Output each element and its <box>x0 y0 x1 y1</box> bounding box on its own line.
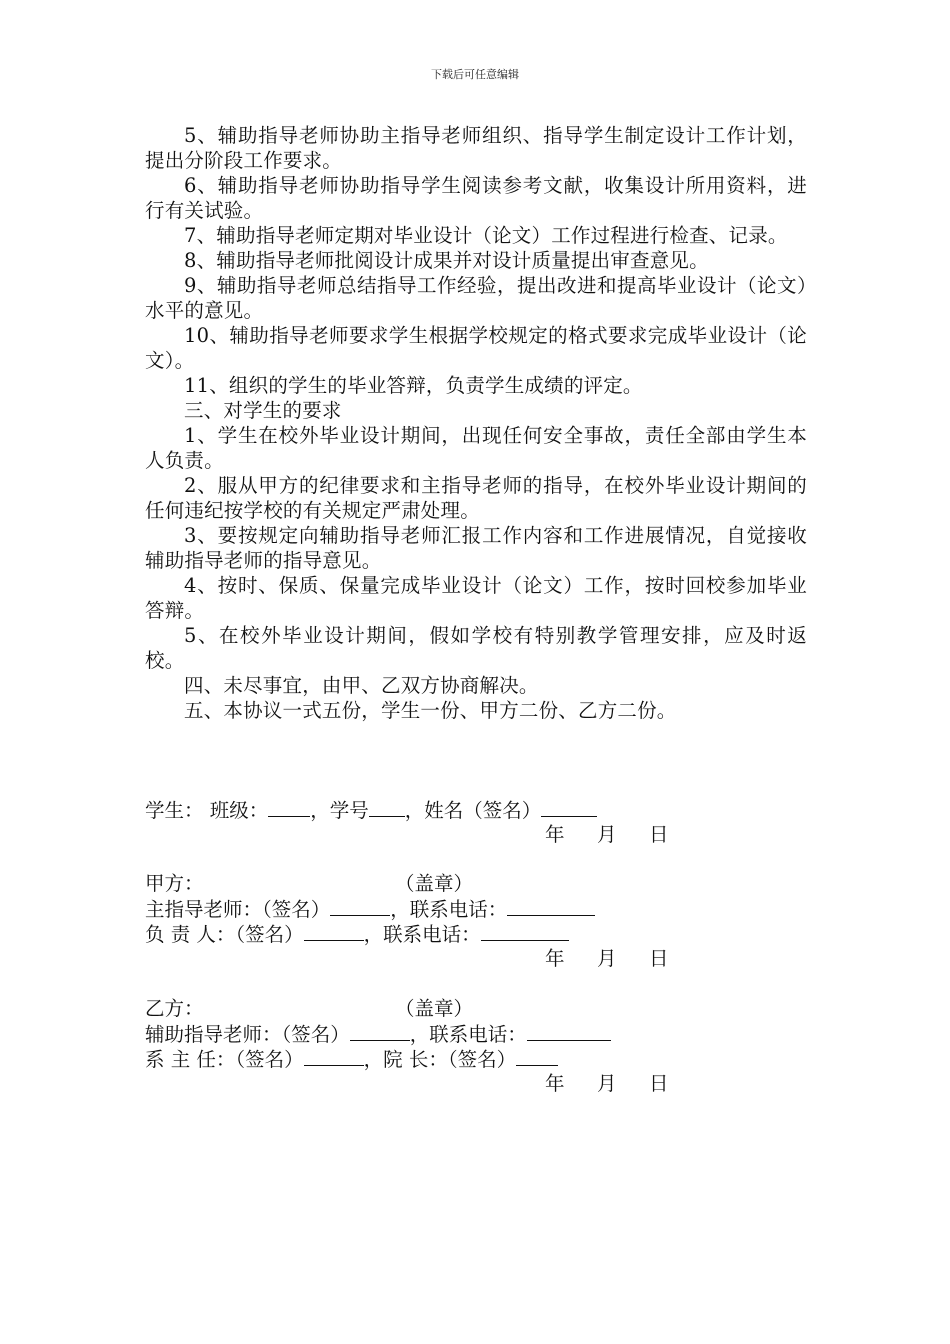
party-a-line <box>145 871 807 896</box>
class-label: 班级： <box>209 799 269 822</box>
advisor-signature-blank[interactable] <box>330 896 390 916</box>
document-body <box>145 123 807 723</box>
paragraph: 4、按时、保质、保量完成毕业设计（论文）工作，按时回校参加毕业答辩。 <box>145 574 807 622</box>
student-name-blank[interactable] <box>541 797 597 817</box>
section-heading: 四、未尽事宜，由甲、乙双方协商解决。 <box>184 674 539 697</box>
party-a-head-line <box>145 921 807 946</box>
assist-signature-blank[interactable] <box>350 1021 410 1041</box>
head-phone-label: ，联系电话： <box>363 923 481 946</box>
party-a-date-line <box>145 946 807 971</box>
party-b-label: 乙方： <box>145 997 204 1020</box>
paragraph: 3、要按规定向辅助指导老师汇报工作内容和工作进展情况，自觉接收辅助指导老师的指导意见。 <box>145 524 807 572</box>
paragraph: 10、辅助指导老师要求学生根据学校规定的格式要求完成毕业设计（论文）。 <box>145 324 807 372</box>
paragraph: 5、辅助指导老师协助主指导老师组织、指导学生制定设计工作计划，提出分阶段工作要求。 <box>145 124 807 172</box>
section-heading: 五、本协议一式五份，学生一份、甲方二份、乙方二份。 <box>184 699 677 722</box>
party-b-signature-block <box>145 996 807 1096</box>
assist-phone-label: ，联系电话： <box>409 1023 527 1046</box>
student-signature-block <box>145 797 807 847</box>
head-signature-blank[interactable] <box>304 921 364 941</box>
month-label: 月 <box>597 1072 617 1095</box>
student-date-line <box>145 822 807 847</box>
dept-head-label: 系 主 任：（签名） <box>145 1048 304 1071</box>
party-b-date-line <box>145 1071 807 1096</box>
month-label: 月 <box>597 823 617 846</box>
class-blank[interactable] <box>268 797 310 817</box>
paragraph: 1、学生在校外毕业设计期间，出现任何安全事故，责任全部由学生本人负责。 <box>145 424 807 472</box>
party-b-seal: （盖章） <box>395 997 474 1020</box>
student-id-blank[interactable] <box>369 797 405 817</box>
paragraph: 6、辅助指导老师协助指导学生阅读参考文献，收集设计所用资料，进行有关试验。 <box>145 174 807 222</box>
party-a-signature-block <box>145 871 807 971</box>
paragraph: 7、辅助指导老师定期对毕业设计（论文）工作过程进行检查、记录。 <box>184 224 788 247</box>
party-b-line <box>145 996 807 1021</box>
party-a-seal: （盖章） <box>395 872 474 895</box>
dean-signature-blank[interactable] <box>516 1046 558 1066</box>
day-label: 日 <box>649 823 669 846</box>
party-a-date <box>545 946 675 971</box>
student-line <box>145 797 807 822</box>
head-phone-blank[interactable] <box>481 921 569 941</box>
student-name-label: ，姓名（签名） <box>404 799 542 822</box>
dept-head-signature-blank[interactable] <box>304 1046 364 1066</box>
assist-advisor-label: 辅助指导老师：（签名） <box>145 1023 350 1046</box>
dean-label: ，院 长：（签名） <box>363 1048 517 1071</box>
student-date <box>545 822 675 847</box>
party-b-assist-line <box>145 1021 807 1046</box>
year-label: 年 <box>545 947 565 970</box>
day-label: 日 <box>649 1072 669 1095</box>
page-header: 下载后可任意编辑 <box>431 68 519 81</box>
student-id-label: ，学号 <box>310 799 369 822</box>
paragraph: 5、在校外毕业设计期间，假如学校有特别教学管理安排，应及时返校。 <box>145 624 807 672</box>
party-b-date <box>545 1071 675 1096</box>
head-label: 负 责 人：（签名） <box>145 923 304 946</box>
advisor-label: 主指导老师：（签名） <box>145 898 331 921</box>
student-label: 学生： <box>145 799 204 822</box>
advisor-phone-blank[interactable] <box>507 896 595 916</box>
paragraph: 2、服从甲方的纪律要求和主指导老师的指导，在校外毕业设计期间的任何违纪按学校的有关规定严肃处理。 <box>145 474 807 522</box>
advisor-phone-label: ，联系电话： <box>390 898 508 921</box>
paragraph: 9、辅助指导老师总结指导工作经验，提出改进和提高毕业设计（论文）水平的意见。 <box>145 274 807 322</box>
month-label: 月 <box>597 947 617 970</box>
day-label: 日 <box>649 947 669 970</box>
section-heading: 三、对学生的要求 <box>184 399 342 422</box>
party-a-advisor-line <box>145 896 807 921</box>
paragraph: 11、组织的学生的毕业答辩，负责学生成绩的评定。 <box>184 374 643 397</box>
party-a-label: 甲方： <box>145 872 204 895</box>
year-label: 年 <box>545 1072 565 1095</box>
party-b-dept-line <box>145 1046 807 1071</box>
year-label: 年 <box>545 823 565 846</box>
assist-phone-blank[interactable] <box>527 1021 611 1041</box>
paragraph: 8、辅助指导老师批阅设计成果并对设计质量提出审查意见。 <box>184 249 709 272</box>
